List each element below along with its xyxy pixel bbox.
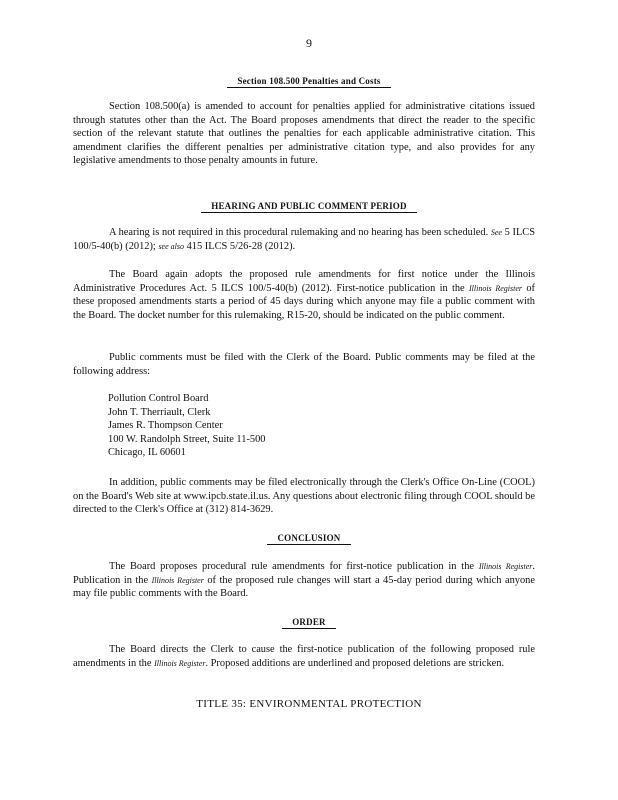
conclusion-paragraph-c: of the proposed rule changes will start a 45-day period during which anyone may file public comments with the Board. [73, 574, 535, 600]
hearing-paragraph-4-text: In addition, public comments may be filed electronically through the Clerk's Office On-Line (COOL) on the Board's Web site at www.ipcb.state.il.us. Any questions about electronic filing through COOL should be directed to the Clerk's Office at (312) 814-3629. [73, 477, 535, 516]
address-line: Chicago, IL 60601 [108, 447, 186, 459]
illinois-register-ref: Illinois Register [478, 562, 533, 571]
hearing-heading [0, 201, 618, 213]
order-heading [0, 617, 618, 629]
hearing-paragraph-1-text: A hearing is not required in this procedural rulemaking and no hearing has been scheduled. [109, 227, 489, 238]
hearing-paragraph-2 [73, 268, 535, 322]
order-paragraph [73, 643, 535, 670]
section-paragraph-text: Section 108.500(a) is amended to account for penalties applied for administrative citations issued through statutes other than the Act. The Board proposes amendments that direct the reader to the specific section of the relevant statute that outlines the penalties for each applicable administrative citation. This amendment clarifies the different penalties per administrative citation type, and also provides for any legislative amendments to those penalty amounts in future. [73, 101, 535, 167]
address-line: John T. Therriault, Clerk [108, 406, 211, 418]
conclusion-paragraph-b: . Publication in the [73, 561, 535, 586]
hearing-paragraph-2b: of these proposed amendments starts a period of 45 days during which anyone may file a public comment with the Board. The docket number for this rulemaking, R15-20, should be indicated on the public comment. [73, 282, 535, 321]
hearing-paragraph-3-text: Public comments must be filed with the Clerk of the Board. Public comments may be filed at the following address: [73, 352, 535, 377]
address-line: Pollution Control Board [108, 393, 209, 404]
section-heading [0, 76, 618, 88]
hearing-paragraph-2a: The Board again adopts the proposed rule amendments for first notice under the Illinois Administrative Procedures Act. 5 ILCS 100/5-40(b) (2012). First-notice publication in the [73, 269, 535, 294]
conclusion-heading [0, 533, 618, 545]
conclusion-paragraph [73, 560, 535, 601]
illinois-register-ref: Illinois Register [154, 658, 206, 668]
order-paragraph-b: . Proposed additions are underlined and proposed deletions are stricken. [205, 657, 505, 669]
section-heading-text: Section 108.500 Penalties and Costs [227, 76, 390, 88]
section-paragraph [73, 100, 535, 168]
address-line: James R. Thompson Center [108, 420, 223, 432]
title-line: TITLE 35: ENVIRONMENTAL PROTECTION [196, 698, 422, 710]
citation-see: See [490, 228, 502, 237]
hearing-heading-text: HEARING AND PUBLIC COMMENT PERIOD [201, 201, 416, 213]
illinois-register-ref: Illinois Register [468, 283, 523, 293]
citation-1: 5 ILCS 100/5-40(b) (2012); [73, 227, 535, 252]
hearing-paragraph-4 [73, 476, 535, 517]
order-heading-text: ORDER [282, 617, 336, 629]
order-paragraph-a: The Board directs the Clerk to cause the first-notice publication of the following proposed rule amendments in the [73, 644, 535, 669]
hearing-paragraph-3 [73, 351, 535, 378]
hearing-paragraph-1 [73, 226, 535, 253]
citation-see-also: see also [158, 241, 184, 251]
page-number: 9 [306, 36, 312, 50]
illinois-register-ref: Illinois Register [151, 575, 204, 585]
conclusion-paragraph-a: The Board proposes procedural rule amendments for first-notice publication in the [109, 561, 474, 572]
citation-2: 415 ILCS 5/26-28 (2012). [186, 240, 296, 252]
clerk-address [108, 392, 408, 460]
conclusion-heading-text: CONCLUSION [267, 533, 350, 545]
address-line: 100 W. Randolph Street, Suite 11-500 [108, 433, 266, 445]
